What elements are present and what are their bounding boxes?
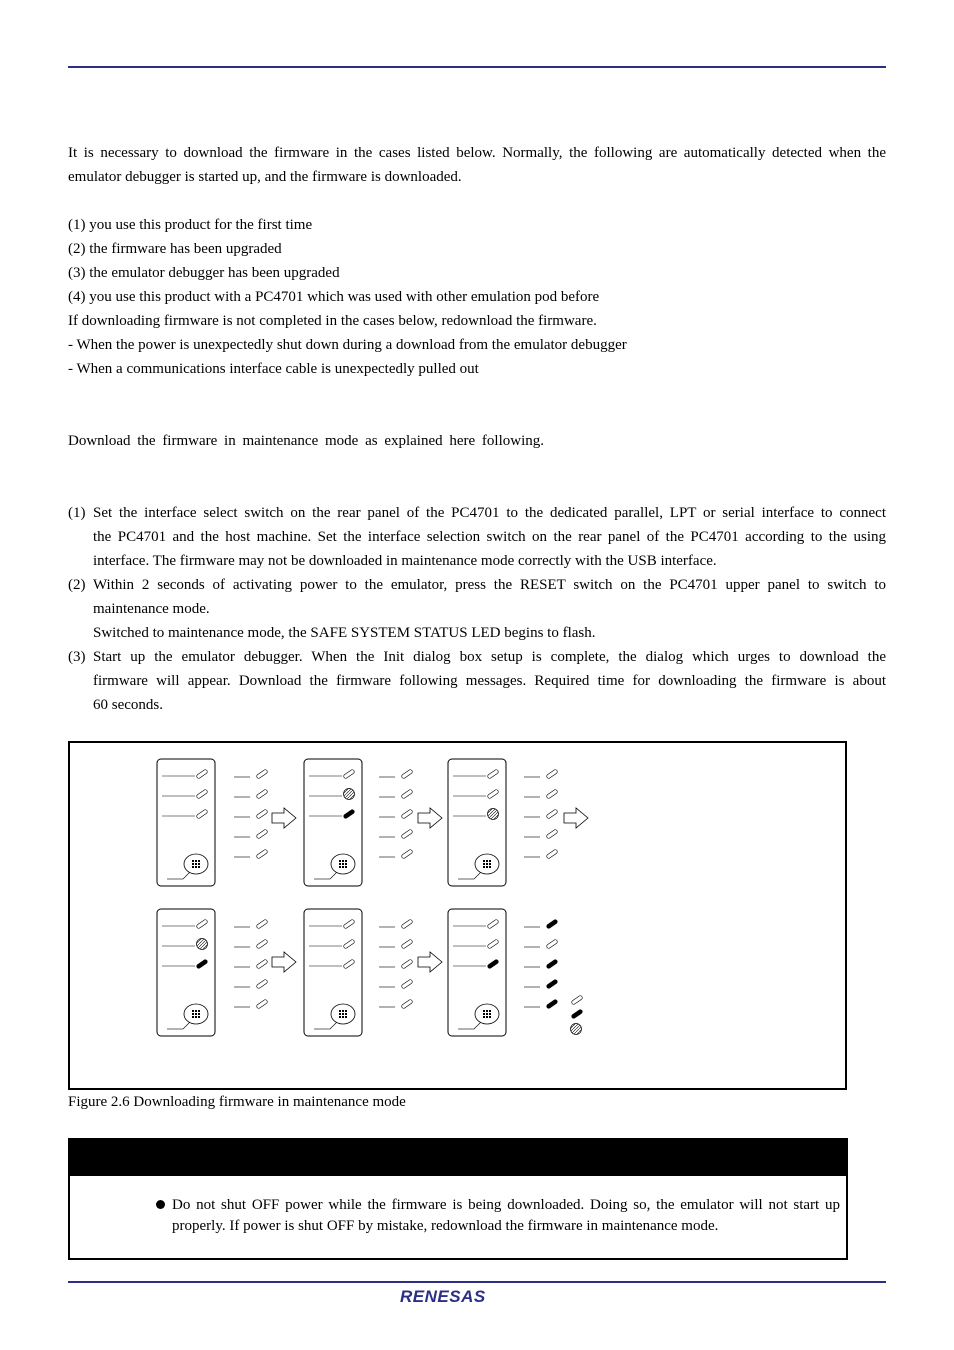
panel-step-2 <box>304 759 362 886</box>
case-text: the emulator debugger has been upgraded <box>89 265 340 281</box>
step-line: Set the interface select switch on the rear panel of the PC4701 to the dedicated parallel, LPT or serial interface to connect <box>93 505 886 521</box>
panel-step-6 <box>448 909 506 1036</box>
bullet-icon <box>156 1200 165 1209</box>
figure-frame <box>68 741 847 1090</box>
footer-rule <box>68 1281 886 1283</box>
figure-caption: Figure 2.6 Downloading firmware in maintenance mode <box>68 1094 406 1110</box>
step-line: Start up the emulator debugger. When the Init dialog box setup is complete, the dialog which urges to download the <box>93 649 886 665</box>
step-number: (1) <box>68 505 86 521</box>
intro-line-1: It is necessary to download the firmware in the cases listed below. Normally, the following are automatically detected when the <box>68 145 886 161</box>
arrow-right-icon <box>272 808 296 828</box>
panel-step-3 <box>448 759 506 886</box>
arrow-right-icon <box>418 808 442 828</box>
case-number: (4) <box>68 289 86 305</box>
step-line: firmware will appear. Download the firmware following messages. Required time for downloading the firmware is about <box>93 673 886 689</box>
redownload-item: - When a communications interface cable is unexpectedly pulled out <box>68 361 479 377</box>
renesas-logo <box>398 1286 510 1311</box>
case-number: (3) <box>68 265 86 281</box>
case-number: (1) <box>68 217 86 233</box>
maintenance-intro: Download the firmware in maintenance mode as explained here following. <box>68 433 545 449</box>
case-text: you use this product with a PC4701 which was used with other emulation pod before <box>89 289 600 305</box>
led-column <box>524 919 558 1009</box>
led-legend <box>571 995 584 1035</box>
note-text: Do not shut OFF power while the firmware is being downloaded. Doing so, the emulator will not start up properly. If power is shut OFF by mistake, redownload the firmware in maintenance mode. <box>172 1197 840 1234</box>
arrow-right-icon <box>564 808 588 828</box>
panel-step-4 <box>157 909 215 1036</box>
panel-step-1 <box>157 759 215 886</box>
firmware-download-diagram <box>70 743 845 1088</box>
redownload-item: - When the power is unexpectedly shut down during a download from the emulator debugger <box>68 337 627 353</box>
step-number: (2) <box>68 577 86 593</box>
step-line: interface. The firmware may not be downloaded in maintenance mode correctly with the USB interface. <box>93 553 717 569</box>
header-rule <box>68 66 886 68</box>
arrow-right-icon <box>272 952 296 972</box>
panel-step-5 <box>304 909 362 1036</box>
case-text: the firmware has been upgraded <box>89 241 282 257</box>
case-number: (2) <box>68 241 86 257</box>
list-item <box>68 285 599 309</box>
list-item <box>68 213 312 237</box>
intro-line-2: emulator debugger is started up, and the firmware is downloaded. <box>68 169 462 185</box>
list-item <box>68 237 282 261</box>
step-line: the PC4701 and the host machine. Set the interface selection switch on the rear panel of the PC4701 according to the using <box>93 529 886 545</box>
step-number: (3) <box>68 649 86 665</box>
step-line: 60 seconds. <box>93 697 163 713</box>
led-column <box>234 769 268 859</box>
redownload-intro: If downloading firmware is not completed in the cases below, redownload the firmware. <box>68 313 597 329</box>
led-column <box>379 919 413 1009</box>
step-line: maintenance mode. <box>93 601 210 617</box>
step-line: Within 2 seconds of activating power to the emulator, press the RESET switch on the PC4701 upper panel to switch to <box>93 577 886 593</box>
note-header <box>70 1140 846 1176</box>
arrow-right-icon <box>418 952 442 972</box>
led-column <box>234 919 268 1009</box>
led-column <box>524 769 558 859</box>
note-box <box>68 1138 848 1260</box>
led-column <box>379 769 413 859</box>
logo-text: RENESAS <box>400 1287 486 1306</box>
step-line: Switched to maintenance mode, the SAFE SYSTEM STATUS LED begins to flash. <box>93 625 596 641</box>
case-text: you use this product for the first time <box>89 217 313 233</box>
list-item <box>68 261 340 285</box>
